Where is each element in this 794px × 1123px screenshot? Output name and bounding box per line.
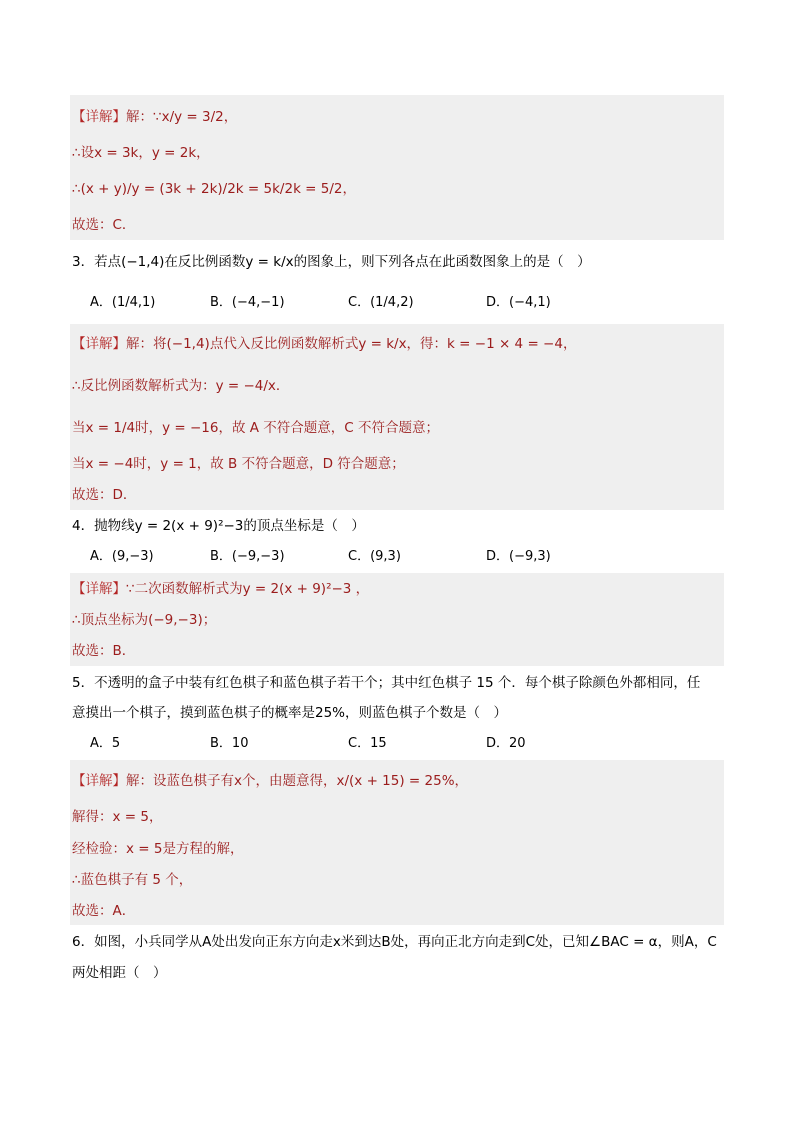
q2-answer-line-1: 【详解】解：∵x/y = 3/2， bbox=[72, 109, 238, 125]
q3-answer-line-3: 当x = 1/4时，y = −16，故 A 不符合题意，C 不符合题意； bbox=[72, 420, 440, 436]
q3-stem: 3．若点(−1,4)在反比例函数y = k/x的图象上，则下列各点在此函数图象上的是（ ） bbox=[72, 254, 591, 270]
q2-answer-line-2: ∴设x = 3k，y = 2k， bbox=[72, 145, 210, 161]
q6-stem-line-2: 两处相距（ ） bbox=[72, 965, 167, 981]
q5-option-b: B．10 bbox=[210, 736, 249, 751]
q4-answer-line-1: 【详解】∵二次函数解析式为y = 2(x + 9)²−3 ， bbox=[72, 581, 370, 597]
q5-stem-line-1: 5．不透明的盒子中装有红色棋子和蓝色棋子若干个；其中红色棋子 15 个．每个棋子除颜色外都相同，任 bbox=[72, 675, 701, 691]
q3-answer-line-1: 【详解】解：将(−1,4)点代入反比例函数解析式y = k/x，得：k = −1 × 4 = −4， bbox=[72, 336, 577, 352]
q4-option-d: D．(−9,3) bbox=[486, 549, 551, 564]
q5-option-d: D．20 bbox=[486, 736, 526, 751]
q5-option-a: A．5 bbox=[90, 736, 121, 751]
q5-answer-line-5: 故选：A． bbox=[72, 903, 136, 919]
q3-answer-line-2: ∴反比例函数解析式为：y = −4/x． bbox=[72, 378, 290, 394]
q3-option-d: D．(−4,1) bbox=[486, 295, 551, 310]
q5-answer-line-3: 经检验：x = 5是方程的解， bbox=[72, 841, 244, 857]
q5-stem-line-2: 意摸出一个棋子，摸到蓝色棋子的概率是25%，则蓝色棋子个数是（ ） bbox=[72, 705, 508, 721]
q4-option-a: A．(9,−3) bbox=[90, 549, 154, 564]
q3-option-c: C．(1/4,2) bbox=[348, 295, 414, 310]
q2-answer-line-4: 故选：C． bbox=[72, 217, 136, 233]
q3-answer-line-5: 故选：D． bbox=[72, 487, 137, 503]
q2-answer-line-3: ∴(x + y)/y = (3k + 2k)/2k = 5k/2k = 5/2， bbox=[72, 181, 357, 197]
q5-answer-line-2: 解得：x = 5， bbox=[72, 809, 163, 825]
q3-answer-line-4: 当x = −4时，y = 1，故 B 不符合题意，D 符合题意； bbox=[72, 456, 405, 472]
q4-answer-line-2: ∴顶点坐标为(−9,−3)； bbox=[72, 612, 217, 628]
q4-option-b: B．(−9,−3) bbox=[210, 549, 285, 564]
q4-stem: 4．抛物线y = 2(x + 9)²−3的顶点坐标是（ ） bbox=[72, 518, 365, 534]
q6-stem-line-1: 6．如图，小兵同学从A处出发向正东方向走x米到达B处，再向正北方向走到C处，已知∠BAC = α，则A，C bbox=[72, 934, 717, 950]
q5-answer-line-4: ∴蓝色棋子有 5 个， bbox=[72, 872, 193, 888]
q3-option-a: A．(1/4,1) bbox=[90, 295, 156, 310]
q5-option-c: C．15 bbox=[348, 736, 387, 751]
q4-option-c: C．(9,3) bbox=[348, 549, 401, 564]
q4-answer-line-3: 故选：B． bbox=[72, 643, 136, 659]
q5-answer-line-1: 【详解】解：设蓝色棋子有x个，由题意得，x/(x + 15) = 25%， bbox=[72, 773, 469, 789]
q3-option-b: B．(−4,−1) bbox=[210, 295, 285, 310]
